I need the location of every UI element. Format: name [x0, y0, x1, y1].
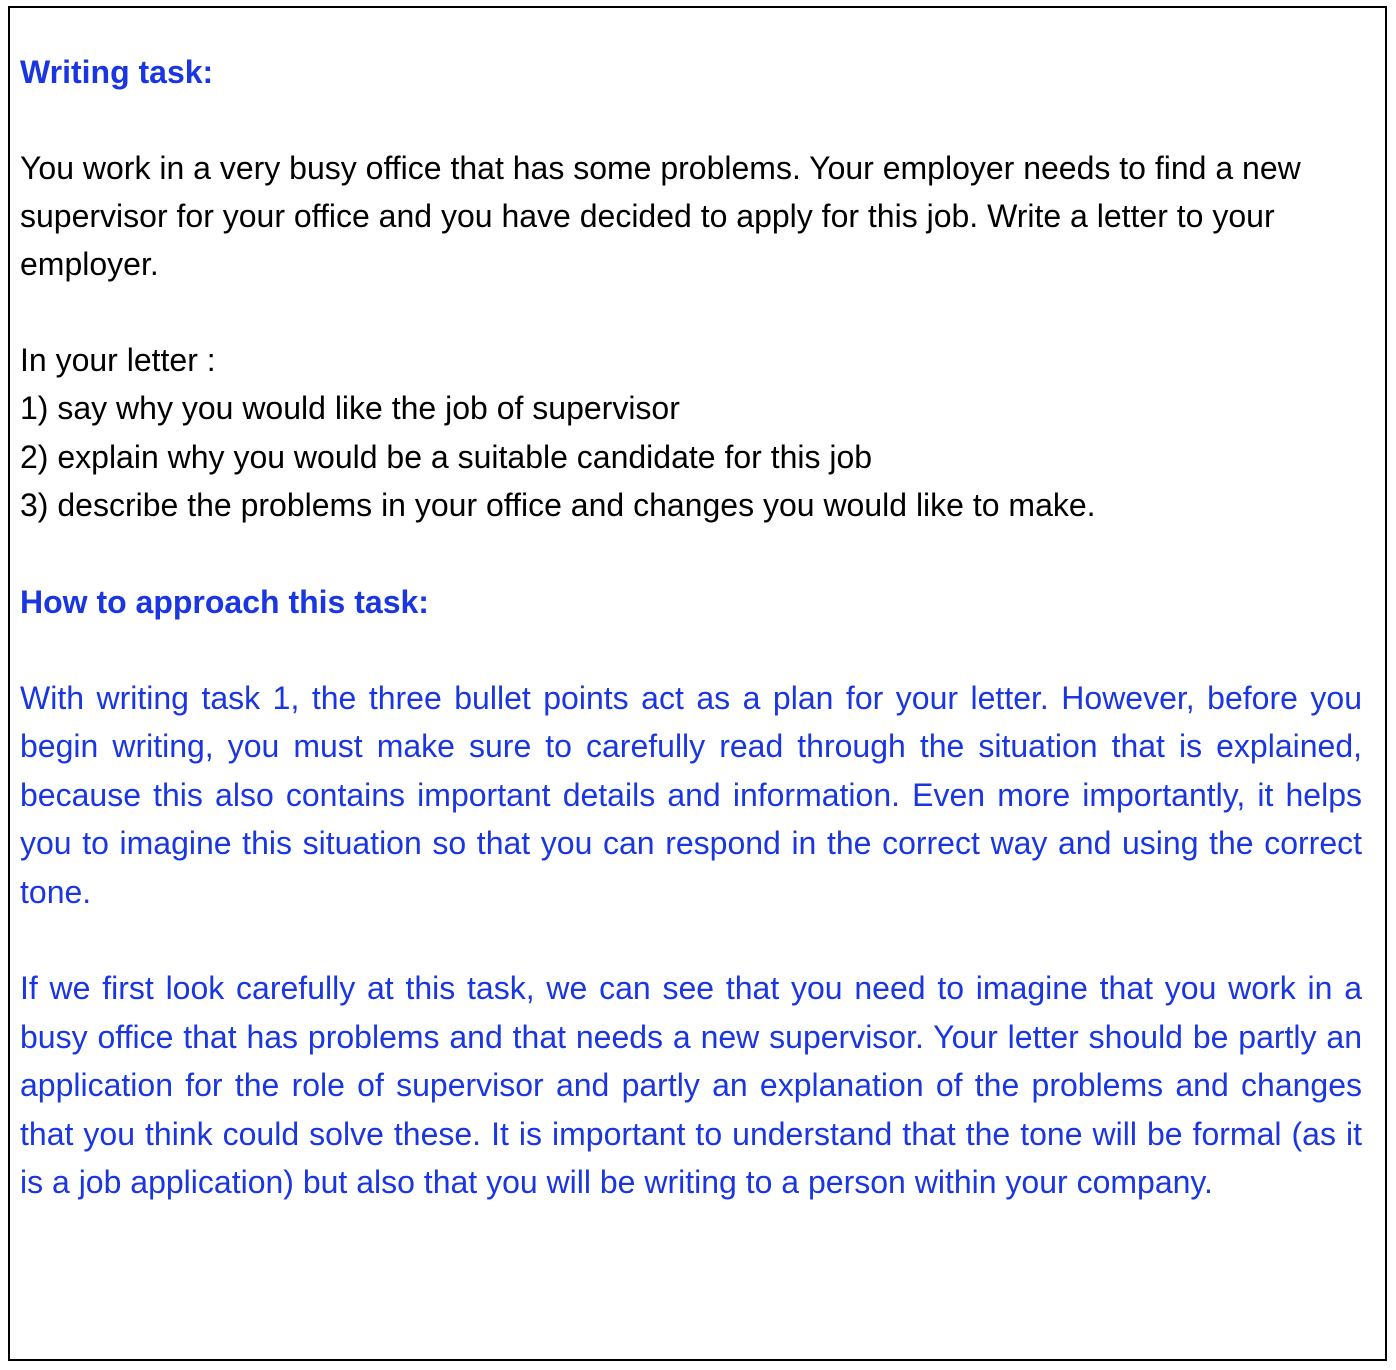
approach-heading: How to approach this task: — [20, 583, 429, 620]
task-point-2: 2) explain why you would be a suitable candidate for this job — [20, 438, 873, 475]
spacer — [20, 530, 1362, 578]
approach-paragraph-2: If we first look carefully at this task, we can see that you need to imagine that you work in a busy office that has problems and that needs a new supervisor. Your letter should be partly an application for the role of supervisor and partly an explanation of the problems and changes that you think could solve these. It is important to understand that the tone will be formal (as it is a job application) but also that you will be writing to a person within your company. — [20, 970, 1362, 1200]
task-point-1: 1) say why you would like the job of supervisor — [20, 390, 680, 426]
task-intro: In your letter : — [20, 342, 216, 378]
task-point-3: 3) describe the problems in your office and changes you would like to make. — [20, 487, 1096, 523]
spacer — [20, 96, 1362, 144]
writing-task-heading: Writing task: — [20, 54, 214, 90]
task-points-list — [20, 384, 1362, 530]
spacer — [20, 288, 1362, 336]
spacer — [20, 916, 1362, 964]
spacer — [20, 626, 1362, 674]
task-situation: You work in a very busy office that has some problems. Your employer needs to find a new supervisor for your office and you have decided to apply for this job. Write a letter to your employer. — [20, 150, 1301, 282]
approach-paragraph-1: With writing task 1, the three bullet points act as a plan for your letter. However, before you begin writing, you must make sure to carefully read through the situation that is explained, because this also contains important details and information. Even more importantly, it helps you to imagine this situation so that you can respond in the correct way and using the correct tone. — [20, 679, 1362, 910]
document-content — [20, 48, 1362, 1207]
